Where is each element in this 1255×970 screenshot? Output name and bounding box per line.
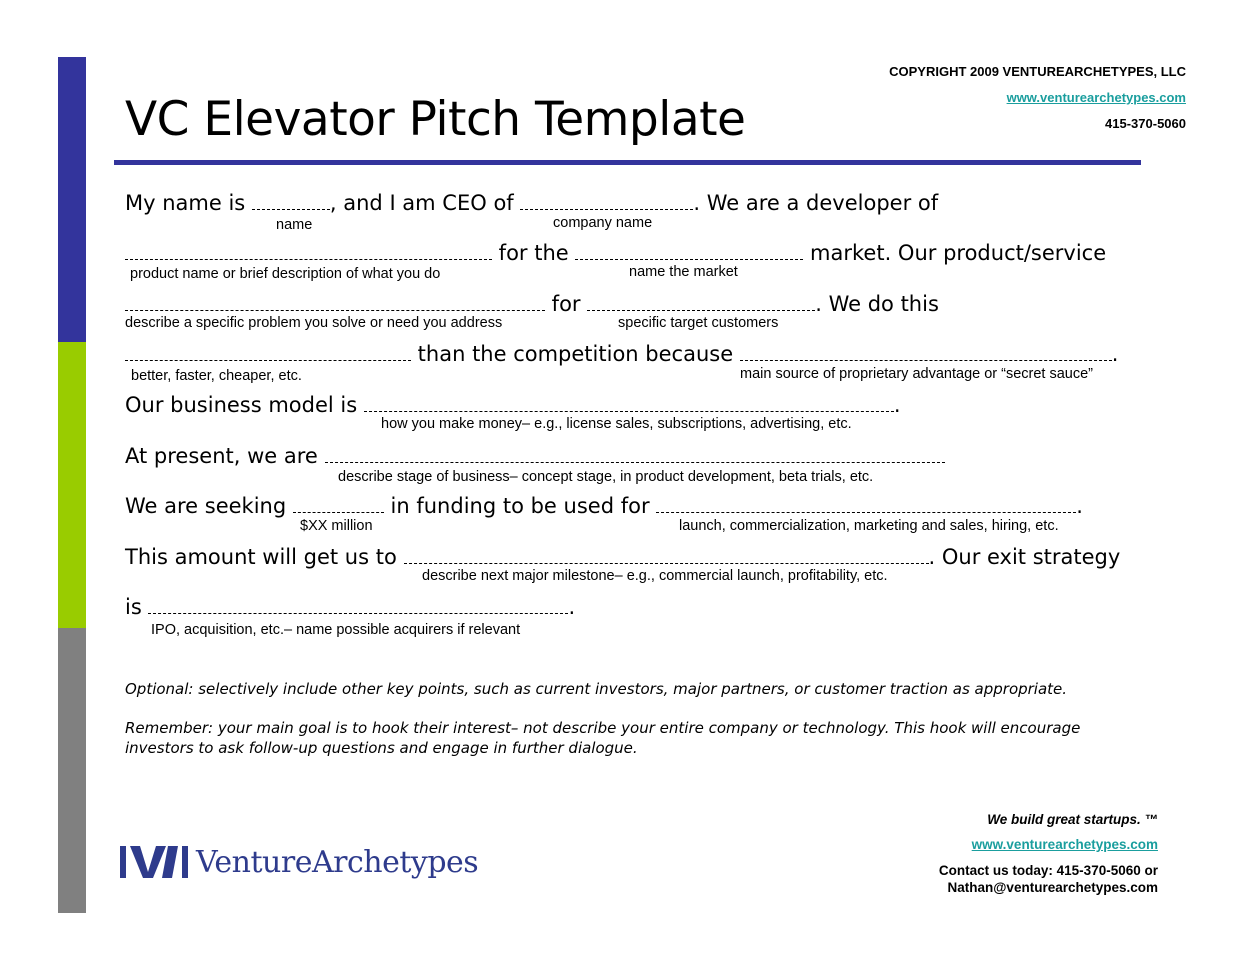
blank-milestone[interactable] <box>404 548 929 564</box>
side-bar-blue <box>58 57 86 342</box>
remember-note-line-1: Remember: your main goal is to hook their interest– not describe your entire company or technology. This hook will encourage <box>125 719 1081 737</box>
hint-market: name the market <box>629 264 738 280</box>
hint-stage: describe stage of business– concept stage, in product development, beta trials, etc. <box>338 469 874 485</box>
side-bar-green <box>58 342 86 628</box>
side-bar-gray <box>58 628 86 913</box>
hint-name: name <box>276 217 313 233</box>
hint-exit-strategy: IPO, acquisition, etc.– name possible acquirers if relevant <box>151 622 521 638</box>
footer-website-link[interactable]: www.venturearchetypes.com <box>971 837 1158 852</box>
pitch-line-4: than the competition because . <box>125 344 1118 365</box>
blank-product[interactable] <box>125 244 492 260</box>
footer-contact-email[interactable]: Nathan@venturearchetypes.com <box>947 880 1158 895</box>
optional-note: Optional: selectively include other key points, such as current investors, major partners, or customer traction as appropriate. <box>125 680 1068 698</box>
pitch-line-8: This amount will get us to . Our exit strategy <box>125 545 1121 569</box>
blank-problem[interactable] <box>125 295 545 311</box>
hint-problem: describe a specific problem you solve or need you address <box>125 315 503 331</box>
footer-tagline: We build great startups. ™ <box>987 812 1158 827</box>
hint-customers: specific target customers <box>618 315 779 331</box>
hint-product: product name or brief description of what you do <box>130 266 441 282</box>
header-phone: 415-370-5060 <box>1105 116 1186 131</box>
blank-name[interactable] <box>252 194 330 210</box>
hint-funding-amount: $XX million <box>300 518 373 534</box>
pitch-line-2: for the market. Our product/service <box>125 243 1106 264</box>
logo-wordmark: VentureArchetypes <box>196 844 479 880</box>
blank-secret-sauce[interactable] <box>740 345 1112 361</box>
page-title: VC Elevator Pitch Template <box>125 92 746 147</box>
blank-customers[interactable] <box>587 295 815 311</box>
hint-secret-sauce: main source of proprietary advantage or “secret sauce” <box>740 366 1094 382</box>
venturearchetypes-logo <box>120 842 478 882</box>
remember-note-line-2: investors to ask follow-up questions and engage in further dialogue. <box>125 739 638 757</box>
pitch-line-6: At present, we are <box>125 446 945 467</box>
pitch-line-1: My name is , and I am CEO of . We are a developer of <box>125 191 939 215</box>
footer-contact-line-1: Contact us today: 415-370-5060 or <box>938 863 1158 878</box>
blank-use-of-funds[interactable] <box>656 497 1076 513</box>
pitch-line-7: We are seeking in funding to be used for . <box>125 494 1083 518</box>
blank-stage[interactable] <box>325 447 945 463</box>
hint-business-model: how you make money– e.g., license sales, subscriptions, advertising, etc. <box>381 416 852 432</box>
title-underline <box>114 160 1141 165</box>
blank-market[interactable] <box>575 244 803 260</box>
blank-business-model[interactable] <box>364 396 894 412</box>
hint-use-of-funds: launch, commercialization, marketing and sales, hiring, etc. <box>679 518 1059 534</box>
blank-exit-strategy[interactable] <box>148 598 568 614</box>
header-website-link[interactable]: www.venturearchetypes.com <box>1006 90 1186 105</box>
pitch-line-3: for . We do this <box>125 294 939 315</box>
logo-mark-icon <box>120 842 188 882</box>
blank-better[interactable] <box>125 345 411 361</box>
blank-company-name[interactable] <box>520 194 693 210</box>
hint-better: better, faster, cheaper, etc. <box>131 368 302 384</box>
hint-milestone: describe next major milestone– e.g., commercial launch, profitability, etc. <box>422 568 888 584</box>
hint-company-name: company name <box>553 215 653 231</box>
pitch-line-9: is . <box>125 595 576 619</box>
blank-funding-amount[interactable] <box>293 497 384 513</box>
copyright-text: COPYRIGHT 2009 VENTUREARCHETYPES, LLC <box>889 64 1186 79</box>
pitch-line-5: Our business model is . <box>125 393 901 417</box>
